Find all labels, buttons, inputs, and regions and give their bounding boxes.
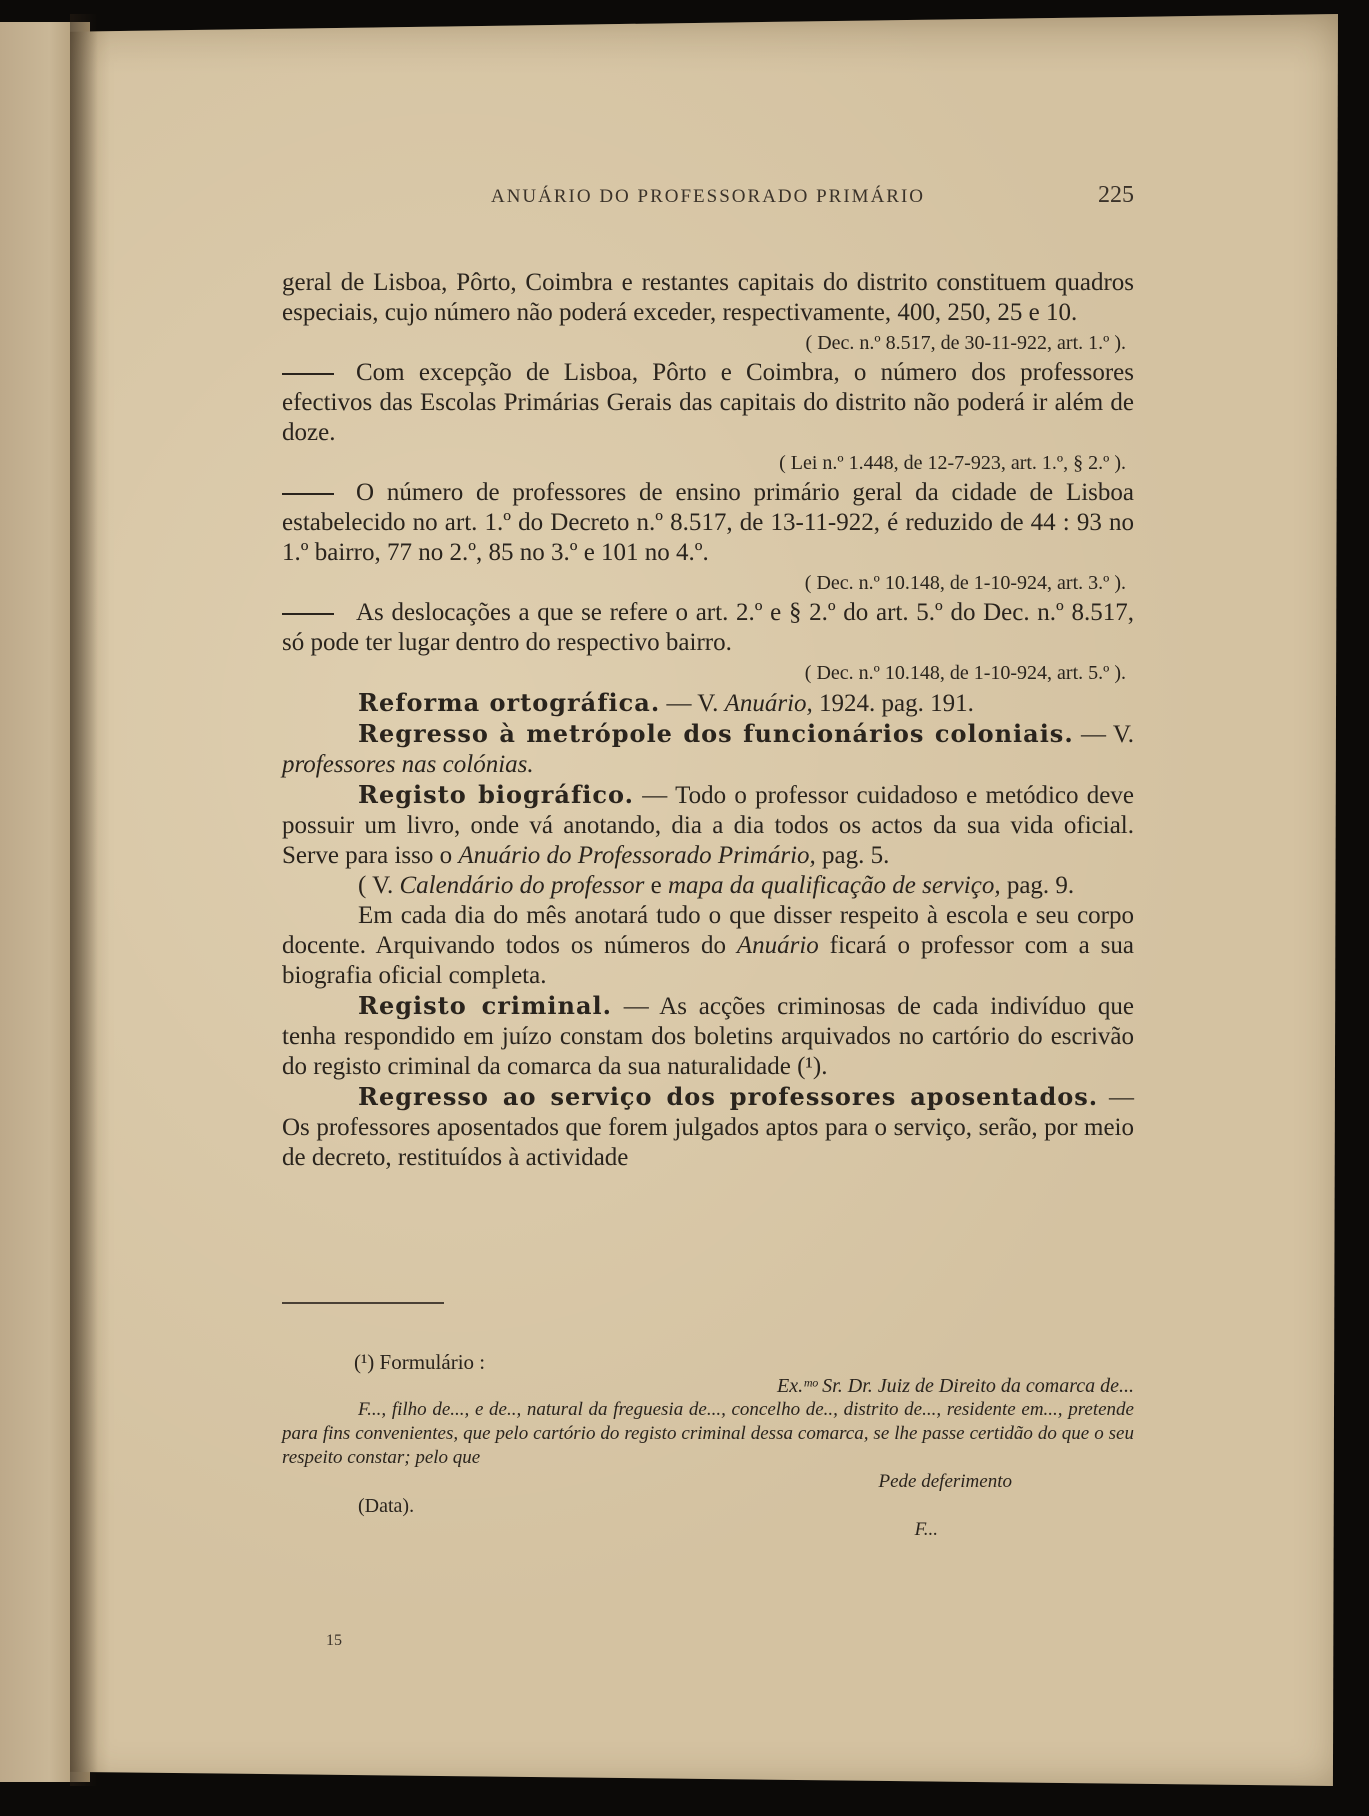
entry-text: — Todo o professor cuidadoso e metódico deve possuir um livro, onde vá anotando, dia a dia todos os actos da sua vida oficial. Serve para isso o [282, 782, 1134, 869]
legal-reference: ( Dec. n.º 10.148, de 1-10-924, art. 3.º ). [804, 572, 1126, 594]
entry-text: — As acções criminosas de cada indivíduo que tenha respondido em juízo constam dos boletins arquivados no cartório do escrivão do registo criminal da comarca da sua naturalidade (¹). [282, 993, 1134, 1080]
see-italic: Calendário do professor [399, 872, 645, 899]
entry-text: pag. 5. [815, 842, 890, 869]
em-dash-rule [282, 493, 334, 495]
entry-italic: Anuário do Professorado Primário, [458, 842, 816, 869]
entry-italic: professores nas colónias. [282, 751, 534, 778]
footnote [282, 1350, 1134, 1542]
paragraph-text: O número de professores de ensino primário geral da cidade de Lisboa estabelecido no art. 1.º do Decreto n.º 8.517, de 13-11-922, é reduzido de 44 : 93 no 1.º bairro, 77 no 2.º, 85 no 3.º e 101 no 4.º. [282, 479, 1134, 566]
paragraph-text: Com excepção de Lisboa, Pôrto e Coimbra, o número dos professores efectivos das Escolas Primárias Gerais das capitais do distrito não poderá ir além de doze. [282, 359, 1134, 446]
main-text [282, 268, 1134, 1173]
paragraph [282, 901, 1134, 991]
paragraph-text: ficará o professor com a sua biografia oficial completa. [282, 932, 1134, 989]
paragraph [282, 358, 1134, 448]
footnote-body: F..., filho de..., e de.., natural da freguesia de..., concelho de.., distrito de..., residente em..., pretende para fins convenientes, que pelo cartório do registo criminal dessa comarca, se lhe passe certidão do que o seu respeito constar; pelo que [282, 1399, 1134, 1468]
entry-registo-criminal [282, 991, 1134, 1082]
spine-shadow [70, 14, 98, 1786]
em-dash-rule [282, 613, 334, 615]
footnote-address: Ex.ᵐᵒ Sr. Dr. Juiz de Direito da comarca de... [777, 1375, 1134, 1397]
printer-signature-mark: 15 [326, 1632, 342, 1649]
see-italic: mapa da qualificação de serviço, [668, 872, 1001, 899]
footnote-date: (Data). [358, 1495, 415, 1517]
page-number: 225 [1098, 182, 1134, 208]
entry-heading: Reforma ortográfica. [358, 688, 661, 717]
see-text: ( V. [358, 872, 400, 899]
footnote-label: (¹) Formulário : [354, 1350, 486, 1374]
footnote-request: Pede deferimento [878, 1471, 1012, 1492]
legal-reference: ( Dec. n.º 10.148, de 1-10-924, art. 5.º ). [804, 662, 1126, 684]
entry-heading: Regresso à metrópole dos funcionários coloniais. [358, 719, 1074, 748]
paragraph-text: Em cada dia do mês anotará tudo o que disser respeito à escola e seu corpo docente. Arquivando todos os números do [282, 902, 1134, 959]
entry-text: — V. [1073, 721, 1134, 748]
paragraph-italic: Anuário [736, 932, 819, 959]
see-text: pag. 9. [1000, 872, 1075, 899]
em-dash-rule [282, 373, 334, 375]
page-header [282, 182, 1134, 216]
entry-text: — Os professores aposentados que forem julgados aptos para o serviço, serão, por meio de decreto, restituídos à actividade [282, 1084, 1134, 1171]
entry-heading: Regresso ao serviço dos professores aposentados. [358, 1082, 1099, 1111]
see-also [282, 871, 1134, 901]
entry-registo-biografico [282, 780, 1134, 871]
entry-regresso [282, 719, 1134, 780]
entry-italic: Anuário, [724, 690, 813, 717]
running-title: ANUÁRIO DO PROFESSORADO PRIMÁRIO [490, 186, 926, 207]
paragraph-text: As deslocações a que se refere o art. 2.º e § 2.º do art. 5.º do Dec. n.º 8.517, só pode ter lugar dentro do respectivo bairro. [282, 599, 1134, 656]
entry-regresso-servico [282, 1082, 1134, 1173]
footnote-rule [282, 1302, 444, 1304]
entry-text: 1924. pag. 191. [812, 690, 974, 717]
see-text: e [644, 872, 668, 899]
entry-reforma [282, 688, 1134, 719]
paragraph [282, 598, 1134, 658]
footnote-signature: F... [914, 1519, 938, 1540]
paragraph [282, 478, 1134, 568]
entry-heading: Registo biográfico. [358, 780, 634, 809]
paragraph: geral de Lisboa, Pôrto, Coimbra e restantes capitais do distrito constituem quadros especiais, cujo número não poderá exceder, respectivamente, 400, 250, 25 e 10. [282, 269, 1134, 326]
entry-text: — V. [660, 690, 725, 717]
legal-reference: ( Lei n.º 1.448, de 12-7-923, art. 1.º, § 2.º ). [779, 452, 1126, 474]
legal-reference: ( Dec. n.º 8.517, de 30-11-922, art. 1.º ). [805, 332, 1126, 354]
entry-heading: Registo criminal. [358, 991, 612, 1020]
